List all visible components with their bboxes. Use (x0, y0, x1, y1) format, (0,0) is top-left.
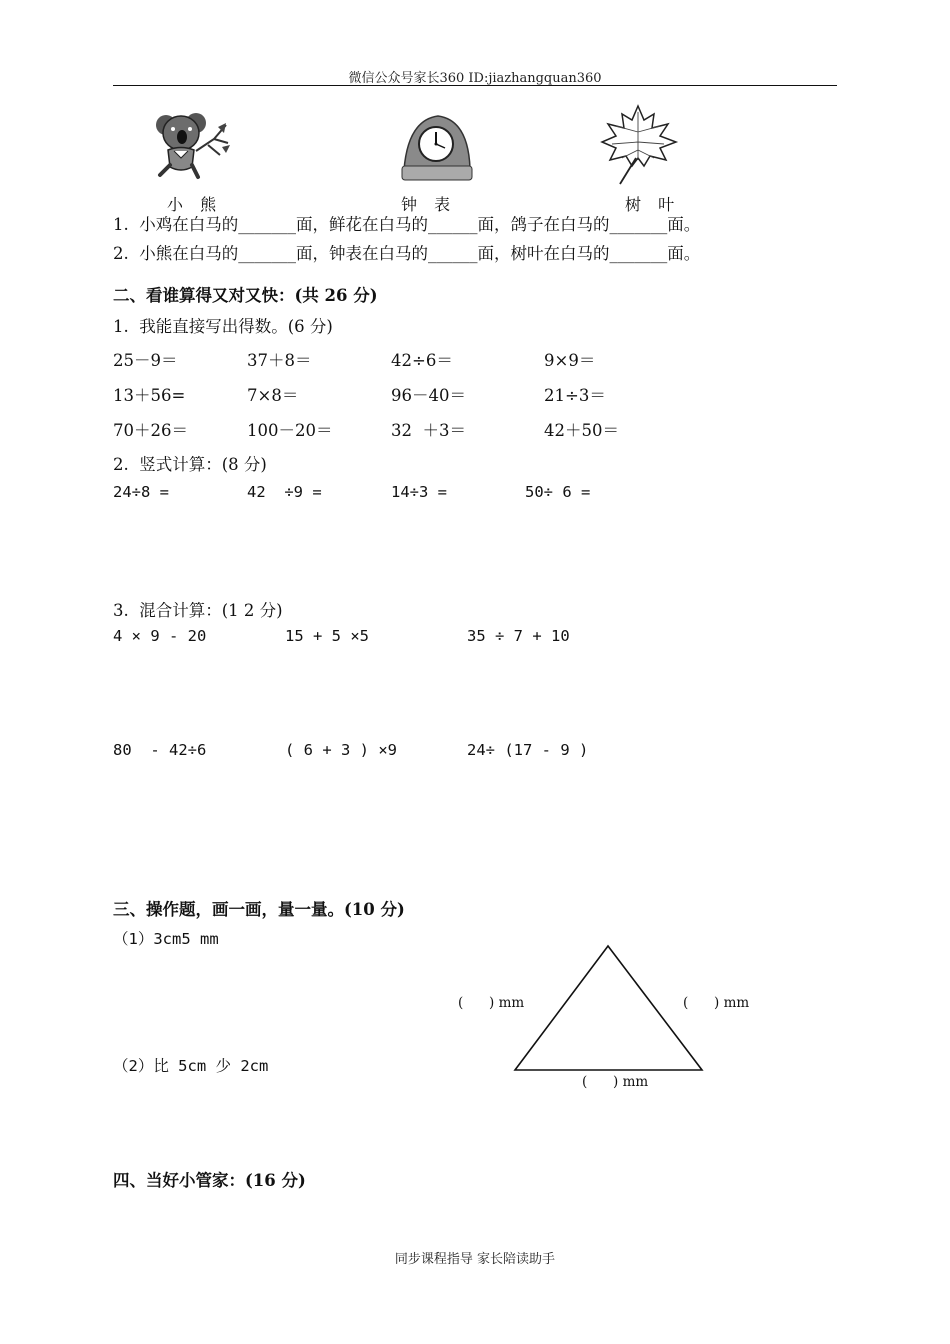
page-footer: 同步课程指导 家长陪读助手 (394, 1252, 556, 1267)
triangle-right-side-label: ( ) mm (683, 995, 750, 1011)
caption-koala: 小 熊 (167, 195, 223, 214)
mixed-calc-item: 4 × 9 - 20 (113, 627, 207, 645)
triangle-bottom-side-label: ( ) mm (582, 1074, 649, 1090)
section-3-heading: 三、操作题，画一画，量一量。(10 分) (113, 900, 405, 919)
oral-calc-item: 100－20＝ (247, 421, 333, 440)
part-2-title: 2. 竖式计算：(8 分) (113, 455, 267, 474)
mixed-calc-item: 15 + 5 ×5 (285, 627, 369, 645)
page-header: 微信公众号家长360 ID:jiazhangquan360 (348, 71, 602, 86)
oral-calc-item: 21÷3＝ (544, 386, 606, 405)
caption-leaf: 树 叶 (625, 195, 681, 214)
triangle-left-side-label: ( ) mm (458, 995, 525, 1011)
part-1-title: 1. 我能直接写出得数。(6 分) (113, 317, 333, 336)
oral-calc-item: 13＋56= (113, 386, 186, 405)
oral-calc-item: 42＋50＝ (544, 421, 619, 440)
mixed-calc-item: ( 6 + 3 ) ×9 (285, 741, 397, 759)
position-question-2: 2. 小熊在白马的_______面，钟表在白马的______面，树叶在白马的_______面。 (113, 244, 701, 263)
oral-calc-item: 25－9＝ (113, 351, 178, 370)
oral-calc-item: 9×9＝ (544, 351, 596, 370)
vertical-calc-item: 50÷ 6 = (525, 483, 591, 501)
oral-calc-item: 42÷6＝ (391, 351, 453, 370)
clock-icon (398, 110, 474, 184)
vertical-calc-item: 24÷8 = (113, 483, 169, 501)
mixed-calc-item: 80 - 42÷6 (113, 741, 207, 759)
vertical-calc-item: 42 ÷9 = (247, 483, 322, 501)
caption-clock: 钟 表 (401, 195, 457, 214)
oral-calc-item: 70＋26＝ (113, 421, 188, 440)
oral-calc-item: 96－40＝ (391, 386, 466, 405)
koala-icon (148, 105, 232, 183)
section-2-heading: 二、看谁算得又对又快：(共 26 分) (113, 286, 378, 305)
draw-item-1: （1）3cm5 mm (113, 930, 219, 948)
oral-calc-item: 37＋8＝ (247, 351, 312, 370)
vertical-calc-item: 14÷3 = (391, 483, 447, 501)
oral-calc-item: 7×8＝ (247, 386, 299, 405)
maple-leaf-icon (598, 102, 680, 186)
mixed-calc-item: 24÷ (17 - 9 ) (467, 741, 589, 759)
header-divider (113, 85, 837, 86)
part-3-title: 3. 混合计算：(1 2 分) (113, 601, 283, 620)
draw-item-2: （2）比 5cm 少 2cm (113, 1057, 269, 1075)
mixed-calc-item: 35 ÷ 7 + 10 (467, 627, 570, 645)
position-question-1: 1. 小鸡在白马的_______面，鲜花在白马的______面，鸽子在白马的_______面。 (113, 215, 701, 234)
oral-calc-item: 32 ＋3＝ (391, 421, 466, 440)
section-4-heading: 四、当好小管家：(16 分) (113, 1171, 306, 1190)
